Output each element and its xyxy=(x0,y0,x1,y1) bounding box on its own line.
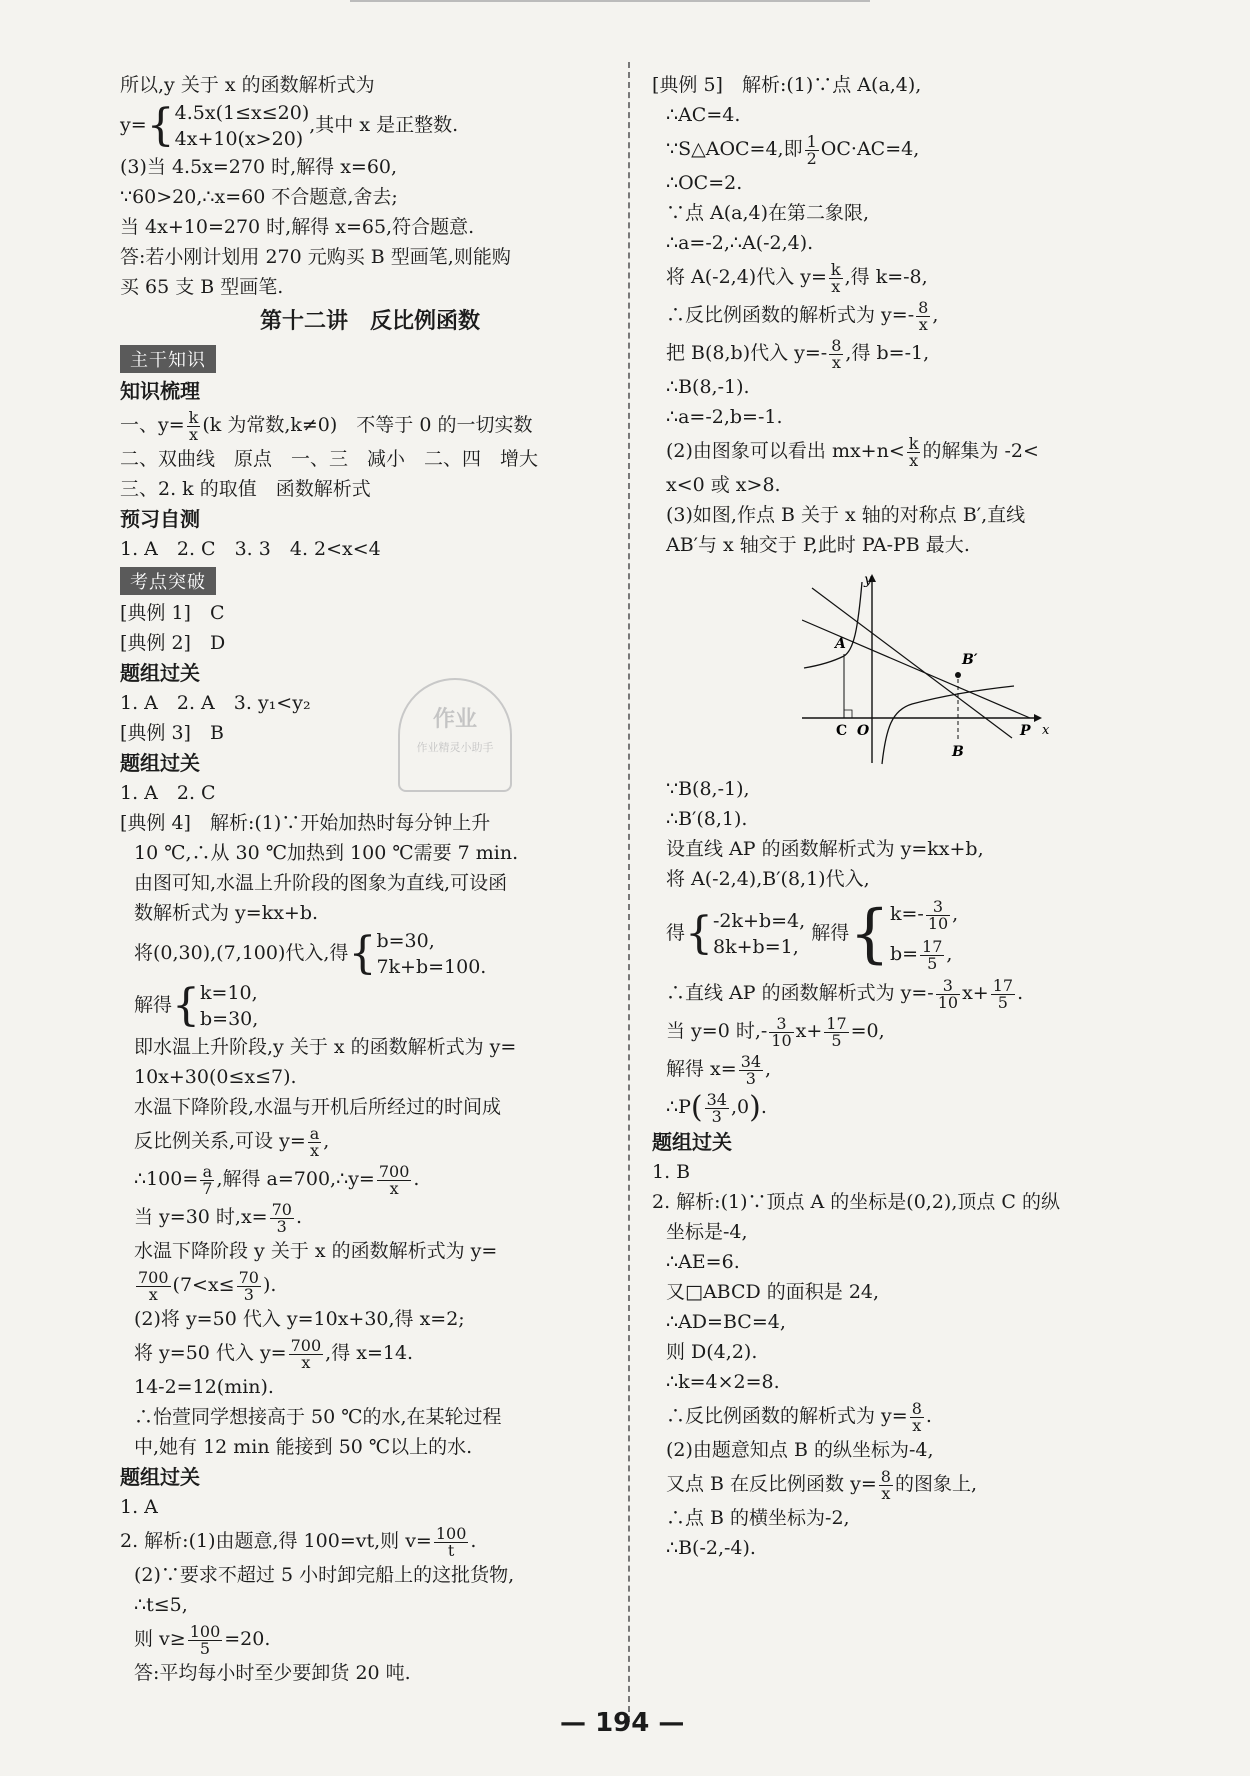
right-column xyxy=(652,70,1142,1563)
formula-line: 反比例关系,可设 y= $\frac{a}{x}$ , xyxy=(134,1123,330,1160)
text-line: 答:平均每小时至少要卸货 20 吨. xyxy=(134,1662,411,1684)
formula-line: $\frac{700}{x}$ (7<x≤ $\frac{70}{3}$ ). xyxy=(138,1267,277,1304)
text-line: AB′与 x 轴交于 P,此时 PA-PB 最大. xyxy=(666,534,970,556)
chapter-title: 第十二讲 反比例函数 xyxy=(259,309,480,334)
formula-line: ∴直线 AP 的函数解析式为 y=- $\frac{3}{10}$ x+ $\frac{17}{5}$ . xyxy=(666,975,1024,1012)
example-answer: [典例 3] B xyxy=(120,722,224,744)
point-Bprime xyxy=(955,672,961,678)
text-line: [典例 5] 解析:(1)∵点 A(a,4), xyxy=(652,74,922,96)
answer-line: 1. A xyxy=(120,1496,158,1518)
text-line: ∴点 B 的横坐标为-2, xyxy=(666,1507,850,1529)
text-line: 2. 解析:(1)∵顶点 A 的坐标是(0,2),顶点 C 的纵 xyxy=(652,1191,1060,1213)
heading: 知识梳理 xyxy=(120,379,200,403)
left-column xyxy=(120,70,620,1688)
label-A: A xyxy=(835,636,846,652)
text-line: x<0 或 x>8. xyxy=(666,474,781,496)
text-line: ∴B(-2,-4). xyxy=(666,1537,756,1559)
answer-line: 1. A 2. C xyxy=(120,782,216,804)
text-line: ∵点 A(a,4)在第二象限, xyxy=(666,202,870,224)
text-line: ∴AC=4. xyxy=(666,104,741,126)
example-answer: [典例 1] C xyxy=(120,602,225,624)
text-line: (3)如图,作点 B 关于 x 轴的对称点 B′,直线 xyxy=(666,504,1026,526)
equation-system: 解得{k=10, b=30, xyxy=(134,980,259,1031)
text-line: ∴B(8,-1). xyxy=(666,376,750,398)
text-line: ∴AE=6. xyxy=(666,1251,740,1273)
text-line: 又□ABCD 的面积是 24, xyxy=(666,1281,880,1303)
formula-line: 又点 B 在反比例函数 y= $\frac{8}{x}$ 的图象上, xyxy=(666,1466,977,1503)
label-B: B xyxy=(952,744,964,760)
text-line: 14-2=12(min). xyxy=(134,1376,274,1398)
text-line: 水温下降阶段 y 关于 x 的函数解析式为 y= xyxy=(134,1240,498,1262)
label-y: y xyxy=(864,572,872,588)
text-line: (2)将 y=50 代入 y=10x+30,得 x=2; xyxy=(134,1308,465,1330)
text-line: 则 D(4,2). xyxy=(666,1341,758,1363)
formula-line: 当 y=30 时,x= $\frac{70}{3}$ . xyxy=(134,1199,302,1236)
heading: 题组过关 xyxy=(120,751,200,775)
text-line: ∴a=-2,b=-1. xyxy=(666,406,783,428)
label-P: P xyxy=(1020,723,1031,739)
text-line: ∵B(8,-1), xyxy=(666,778,750,800)
text-line: 10x+30(0≤x≤7). xyxy=(134,1066,297,1088)
text-line: 中,她有 12 min 能接到 50 ℃以上的水. xyxy=(134,1436,473,1458)
text-line: [典例 4] 解析:(1)∵开始加热时每分钟上升 xyxy=(120,812,491,834)
text-line: ∴AD=BC=4, xyxy=(666,1311,786,1333)
knowledge-line: 二、双曲线 原点 一、三 减小 二、四 增大 xyxy=(120,448,539,470)
label-C: C xyxy=(836,723,848,739)
answer-line: 1. A 2. A 3. y₁<y₂ xyxy=(120,692,311,714)
knowledge-line: 一、y= $\frac{k}{x}$ (k 为常数,k≠0) 不等于 0 的一切实数 xyxy=(120,407,533,444)
text-line: (2)由题意知点 B 的纵坐标为-4, xyxy=(666,1439,934,1461)
answer-line: 1. B xyxy=(652,1161,691,1183)
text-line: 设直线 AP 的函数解析式为 y=kx+b, xyxy=(666,838,984,860)
formula-line: (2)由图象可以看出 mx+n< $\frac{k}{x}$ 的解集为 -2< xyxy=(666,433,1039,470)
label-x: x xyxy=(1042,723,1050,738)
text-line: 买 65 支 B 型画笔. xyxy=(120,276,284,298)
text-line: 即水温上升阶段,y 关于 x 的函数解析式为 y= xyxy=(134,1036,517,1058)
top-rule xyxy=(350,0,870,12)
line-mx-n xyxy=(812,588,1012,738)
text-line: 10 ℃,∴从 30 ℃加热到 100 ℃需要 7 min. xyxy=(134,842,519,864)
right-angle-mark xyxy=(844,710,852,718)
text-line: 数解析式为 y=kx+b. xyxy=(134,902,319,924)
text-line: ∴a=-2,∴A(-2,4). xyxy=(666,232,814,254)
text-line: (3)当 4.5x=270 时,解得 x=60, xyxy=(120,156,398,178)
text-line: ∴OC=2. xyxy=(666,172,743,194)
piecewise-function: y={4.5x(1≤x≤20) 4x+10(x>20),其中 x 是正整数. xyxy=(120,100,459,151)
text-line: 水温下降阶段,水温与开机后所经过的时间成 xyxy=(134,1096,502,1118)
text-line: ∴t≤5, xyxy=(134,1594,188,1616)
knowledge-line: 三、2. k 的取值 函数解析式 xyxy=(120,478,371,500)
formula-line: 2. 解析:(1)由题意,得 100=vt,则 v= $\frac{100}{t}$ . xyxy=(120,1523,477,1560)
text-line: 将 A(-2,4),B′(8,1)代入, xyxy=(666,868,870,890)
text-line: ∴k=4×2=8. xyxy=(666,1371,780,1393)
text-line: ∴怡萱同学想接高于 50 ℃的水,在某轮过程 xyxy=(134,1406,502,1428)
formula-line: 将 A(-2,4)代入 y= $\frac{k}{x}$ ,得 k=-8, xyxy=(666,259,928,296)
heading: 题组过关 xyxy=(120,1465,200,1489)
text-line: ∴B′(8,1). xyxy=(666,808,748,830)
formula-line: 则 v≥ $\frac{100}{5}$ =20. xyxy=(134,1621,271,1658)
equation-system: 得{-2k+b=4, 8k+b=1, 解得{k=- $\frac{3}{10}$ , b= $\frac{17}{5}$ , xyxy=(666,896,959,973)
formula-line: ∴P( $\frac{34}{3}$ ,0). xyxy=(666,1089,767,1126)
label-Bprime: B′ xyxy=(962,652,978,668)
hyperbola-graph xyxy=(802,568,1052,768)
formula-line: 将 y=50 代入 y= $\frac{700}{x}$ ,得 x=14. xyxy=(134,1335,414,1372)
formula-line: 把 B(8,b)代入 y=- $\frac{8}{x}$ ,得 b=-1, xyxy=(666,335,930,372)
text-line: 由图可知,水温上升阶段的图象为直线,可设函 xyxy=(134,872,508,894)
page-number: — 194 — xyxy=(560,1708,685,1738)
formula-line: ∵S△AOC=4,即 $\frac{1}{2}$ OC·AC=4, xyxy=(666,131,920,168)
label-O: O xyxy=(857,723,870,739)
formula-line: ∴反比例函数的解析式为 y=- $\frac{8}{x}$ , xyxy=(666,297,939,334)
text-line: 当 4x+10=270 时,解得 x=65,符合题意. xyxy=(120,216,475,238)
formula-line: 当 y=0 时,- $\frac{3}{10}$ x+ $\frac{17}{5}$ =0, xyxy=(666,1013,885,1050)
x-axis-arrow xyxy=(1034,714,1042,722)
text-line: ∵60>20,∴x=60 不合题意,舍去; xyxy=(120,186,398,208)
column-divider xyxy=(628,62,630,1722)
equation-system: 将(0,30),(7,100)代入,得{b=30, 7k+b=100. xyxy=(134,928,487,979)
formula-line: ∴100= $\frac{a}{7}$ ,解得 a=700,∴y= $\frac{700}{x}$ . xyxy=(134,1161,420,1198)
formula-line: 解得 x= $\frac{34}{3}$ , xyxy=(666,1051,772,1088)
heading: 题组过关 xyxy=(120,661,200,685)
watermark-stamp: 作业 作业精灵小助手 xyxy=(398,678,512,792)
answer-line: 1. A 2. C 3. 3 4. 2<x<4 xyxy=(120,538,381,560)
heading: 预习自测 xyxy=(120,507,200,531)
formula-line: ∴反比例函数的解析式为 y= $\frac{8}{x}$ . xyxy=(666,1398,932,1435)
section-tag: 考点突破 xyxy=(120,567,216,595)
text-line: 所以,y 关于 x 的函数解析式为 xyxy=(120,74,375,96)
text-line: (2)∵要求不超过 5 小时卸完船上的这批货物, xyxy=(134,1564,515,1586)
text-line: 坐标是-4, xyxy=(666,1221,748,1243)
text-line: 答:若小刚计划用 270 元购买 B 型画笔,则能购 xyxy=(120,246,511,268)
heading: 题组过关 xyxy=(652,1130,732,1154)
example-answer: [典例 2] D xyxy=(120,632,226,654)
section-tag: 主干知识 xyxy=(120,345,216,373)
